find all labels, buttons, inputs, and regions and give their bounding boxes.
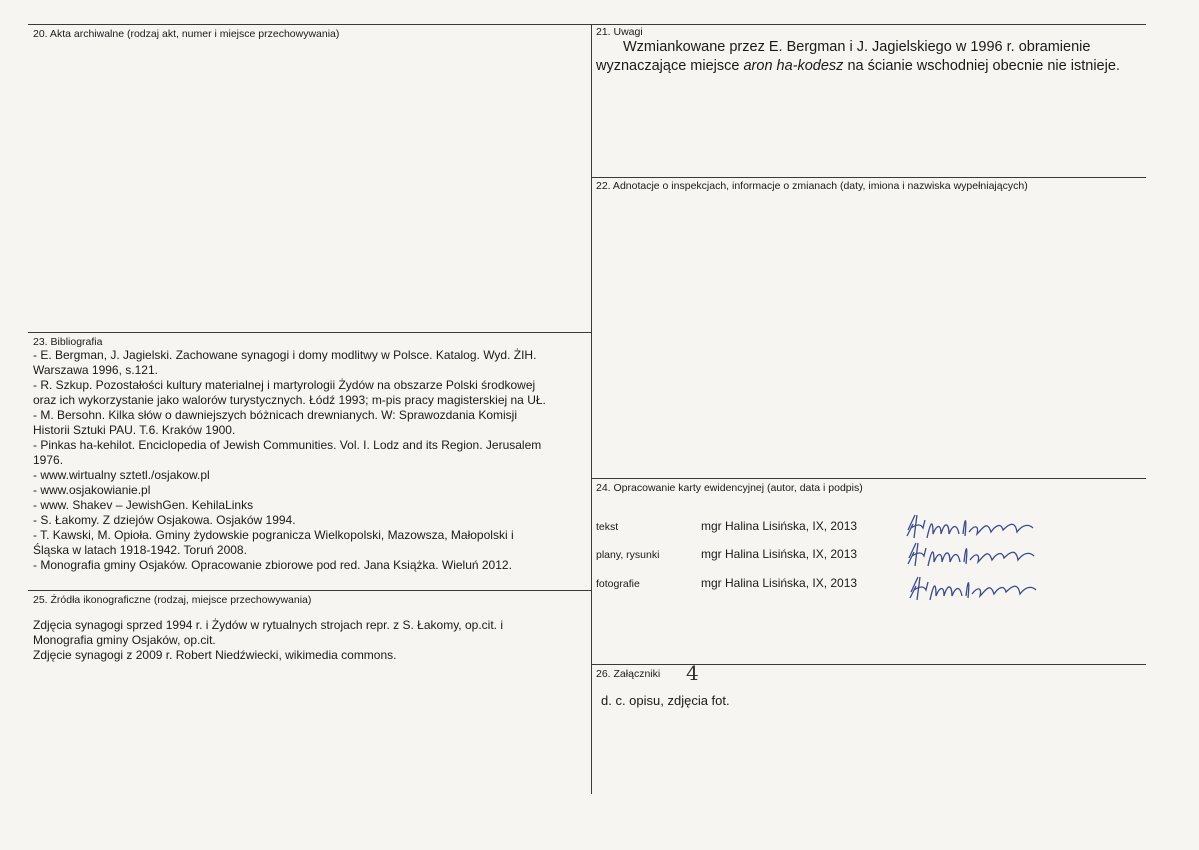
signature-3 <box>908 572 1043 609</box>
s24-header: 24. Opracowanie karty ewidencyjnej (autor, data i podpis) <box>596 482 863 494</box>
source-line: Monografia gminy Osjaków, op.cit. <box>33 633 216 647</box>
s24-value-photos: mgr Halina Lisińska, IX, 2013 <box>701 576 858 590</box>
center-divider <box>591 24 592 794</box>
s21-line1: Wzmiankowane przez E. Bergman i J. Jagielskiego w 1996 r. obramienie <box>623 39 1091 55</box>
s20-header: 20. Akta archiwalne (rodzaj akt, numer i miejsce przechowywania) <box>33 28 340 40</box>
rule-s25 <box>28 590 591 591</box>
rule-s23 <box>28 332 591 333</box>
s21-line2-italic: aron ha-kodesz <box>743 58 844 74</box>
bib-line: Warszawa 1996, s.121. <box>33 363 158 377</box>
bib-line: - E. Bergman, J. Jagielski. Zachowane synagogi i domy modlitwy w Polsce. Katalog. Wyd. ŻIH. <box>33 348 537 362</box>
s24-value-plans: mgr Halina Lisińska, IX, 2013 <box>701 547 858 561</box>
s23-header: 23. Bibliografia <box>33 336 103 348</box>
bib-line: - R. Szkup. Pozostałości kultury materialnej i martyrologii Żydów na obszarze Polski środkowej <box>33 378 536 392</box>
s24-label-text: tekst <box>596 521 619 533</box>
s21-header: 21. Uwagi <box>596 26 643 38</box>
s24-label-plans: plany, rysunki <box>596 549 660 561</box>
s21-line2 <box>596 57 1144 76</box>
source-line: Zdjęcie synagogi z 2009 r. Robert Niedźwiecki, wikimedia commons. <box>33 648 397 662</box>
s25-header: 25. Źródła ikonograficzne (rodzaj, miejsce przechowywania) <box>33 594 312 606</box>
rule-s22 <box>592 177 1146 178</box>
bib-line: Śląska w latach 1918-1942. Toruń 2008. <box>33 543 247 557</box>
rule-s26 <box>592 664 1146 665</box>
bib-line: - www. Shakev – JewishGen. KehilaLinks <box>33 498 254 512</box>
bib-line: oraz ich wykorzystanie jako walorów turystycznych. Łódź 1993; m-pis pracy magisterskiej na UŁ. <box>33 393 546 407</box>
s23-bibliography <box>33 348 588 573</box>
bib-line: - Monografia gminy Osjaków. Opracowanie zbiorowe pod red. Jana Książka. Wieluń 2012. <box>33 558 512 572</box>
top-rule <box>28 24 1146 25</box>
s21-remark <box>596 38 1144 76</box>
rule-s24 <box>592 478 1146 479</box>
s25-sources <box>33 618 588 663</box>
bib-line: - Pinkas ha-kehilot. Enciclopedia of Jewish Communities. Vol. I. Lodz and its Region. Jerusalem <box>33 438 542 452</box>
bib-line: - www.osjakowianie.pl <box>33 483 151 497</box>
s24-value-text: mgr Halina Lisińska, IX, 2013 <box>701 519 858 533</box>
bib-line: Historii Sztuki PAU. T.6. Kraków 1900. <box>33 423 236 437</box>
bib-line: - M. Bersohn. Kilka słów o dawniejszych bóżnicach drewnianych. W: Sprawozdania Komisji <box>33 408 517 422</box>
s24-label-photos: fotografie <box>596 578 640 590</box>
s26-content: d. c. opisu, zdjęcia fot. <box>601 693 730 708</box>
signature-2 <box>906 538 1041 575</box>
source-line: Zdjęcia synagogi sprzed 1994 r. i Żydów w rytualnych strojach repr. z S. Łakomy, op.cit. i <box>33 618 503 632</box>
s26-handwritten-count: 4 <box>686 661 699 685</box>
s21-line2-c: na ścianie wschodniej obecnie nie istnieje. <box>843 58 1120 74</box>
bib-line: - www.wirtualny sztetl./osjakow.pl <box>33 468 210 482</box>
s21-line2-a: wyznaczające miejsce <box>596 58 744 74</box>
bib-line: - T. Kawski, M. Opioła. Gminy żydowskie pogranicza Wielkopolski, Mazowsza, Małopolski i <box>33 528 514 542</box>
bib-line: - S. Łakomy. Z dziejów Osjakowa. Osjaków 1994. <box>33 513 296 527</box>
s22-header: 22. Adnotacje o inspekcjach, informacje o zmianach (daty, imiona i nazwiska wypełniających) <box>596 180 1028 192</box>
bib-line: 1976. <box>33 453 64 467</box>
s26-header: 26. Załączniki <box>596 668 661 680</box>
